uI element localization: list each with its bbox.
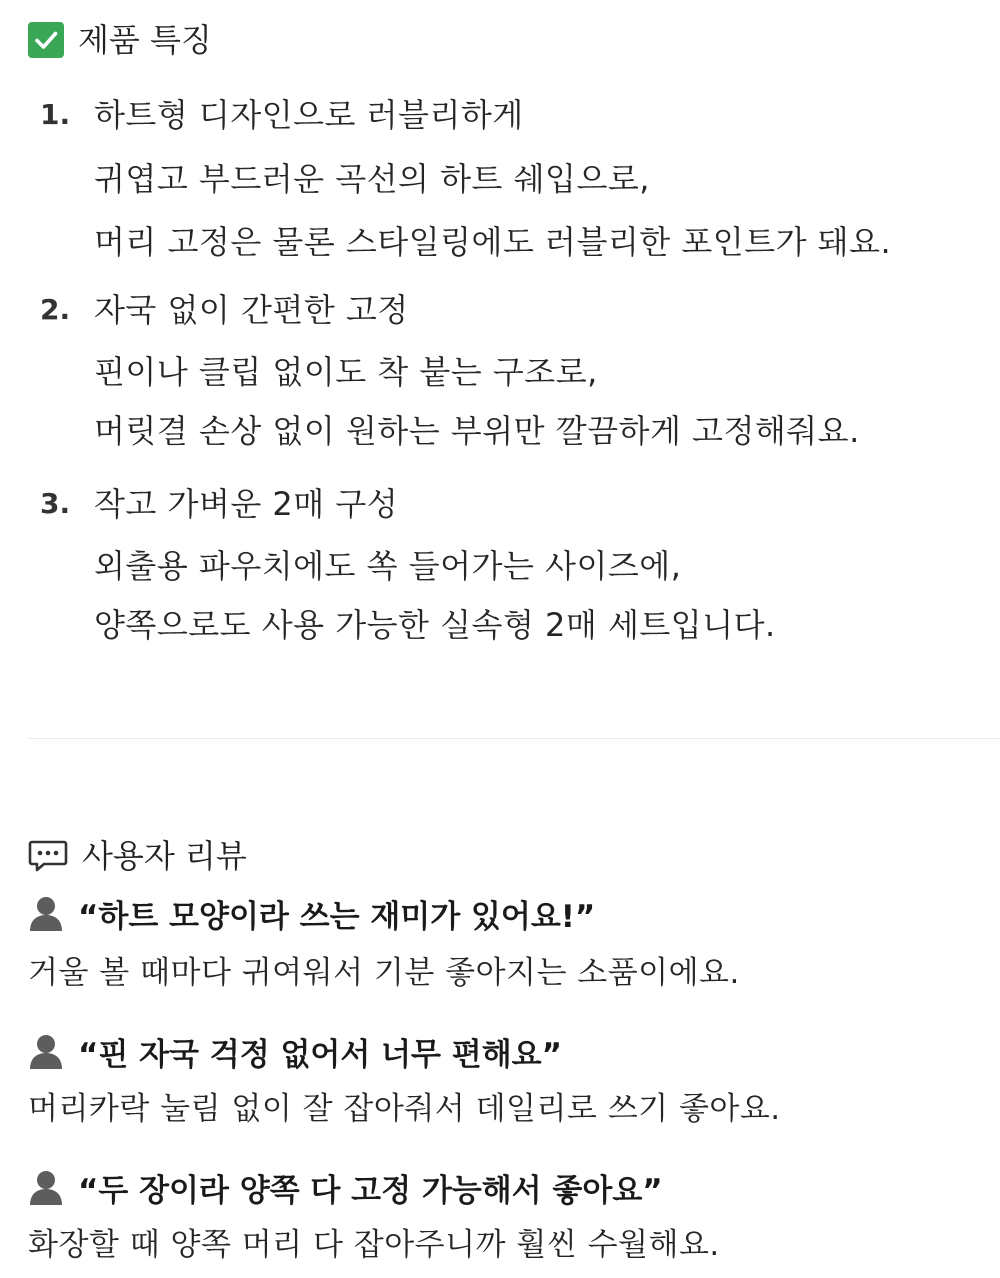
speech-bubble-icon xyxy=(28,839,68,873)
person-icon xyxy=(28,1032,64,1070)
check-mark-icon xyxy=(28,22,64,58)
review-title xyxy=(28,1162,663,1212)
review-title xyxy=(28,1026,562,1076)
feature-number: 2. xyxy=(40,293,71,326)
person-icon xyxy=(28,1168,64,1206)
reviews-heading xyxy=(28,834,247,878)
section-divider xyxy=(28,738,1000,739)
feature-description-line: 머릿결 손상 없이 원하는 부위만 깔끔하게 고정해줘요. xyxy=(94,412,860,450)
features-heading xyxy=(28,18,212,62)
review-body: 거울 볼 때마다 귀여워서 기분 좋아지는 소품이에요. xyxy=(28,955,740,991)
reviews-heading-text: 사용자 리뷰 xyxy=(82,837,247,875)
review-body: 머리카락 눌림 없이 잘 잡아줘서 데일리로 쓰기 좋아요. xyxy=(28,1091,781,1127)
feature-description-line: 외출용 파우치에도 쏙 들어가는 사이즈에, xyxy=(94,547,682,585)
feature-number: 1. xyxy=(40,98,71,131)
feature-description-line: 핀이나 클립 없이도 착 붙는 구조로, xyxy=(94,353,598,391)
review-body: 화장할 때 양쪽 머리 다 잡아주니까 훨씬 수월해요. xyxy=(28,1227,720,1263)
review-title-text: “두 장이라 양쪽 다 고정 가능해서 좋아요” xyxy=(78,1172,663,1209)
feature-title: 자국 없이 간편한 고정 xyxy=(94,291,409,329)
feature-description-line: 양쪽으로도 사용 가능한 실속형 2매 세트입니다. xyxy=(94,606,776,644)
feature-description-line: 귀엽고 부드러운 곡선의 하트 쉐입으로, xyxy=(94,160,650,198)
review-title-text: “하트 모양이라 쓰는 재미가 있어요!” xyxy=(78,898,596,935)
review-title xyxy=(28,888,595,938)
features-heading-text: 제품 특징 xyxy=(78,21,212,59)
person-icon xyxy=(28,894,64,932)
review-title-text: “핀 자국 걱정 없어서 너무 편해요” xyxy=(78,1036,563,1073)
feature-title: 하트형 디자인으로 러블리하게 xyxy=(94,96,524,134)
feature-number: 3. xyxy=(40,487,71,520)
feature-title: 작고 가벼운 2매 구성 xyxy=(94,485,399,523)
feature-description-line: 머리 고정은 물론 스타일링에도 러블리한 포인트가 돼요. xyxy=(94,223,892,261)
